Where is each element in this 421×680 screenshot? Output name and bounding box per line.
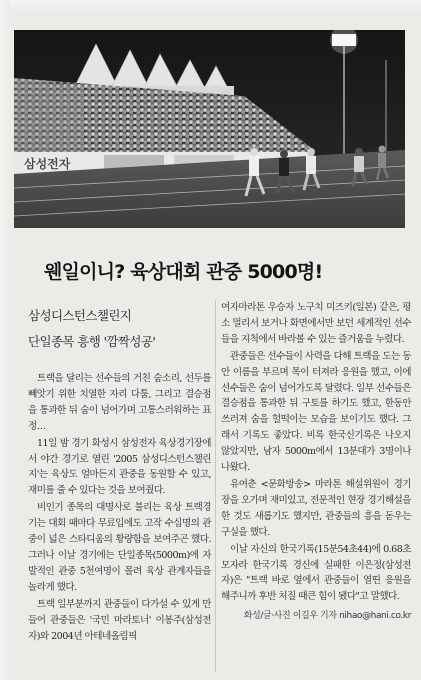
article-column-right <box>221 300 411 621</box>
article-body <box>28 371 211 644</box>
article-column-left <box>28 300 211 645</box>
paragraph: 이날 자신의 한국기록(15분54초44)에 0.68초 모자라 한국기록 경신에 실패한 이은정(삼성전자)은 "트랙 바로 옆에서 관중들이 열띤 응원을 해주니까 후반 처질 때큰 힘이 됐다"고 말했다. <box>221 543 411 603</box>
paragraph: 비인기 종목의 대명사로 불리는 육상 트랙경기는 대회 때마다 무료입에도 고작 수십명의 관중이 넓은 스타디움의 황량함을 보여주곤 했다. 그러나 이날 경기에는 단일종목(5000m)에 자발적인 관중 5천여명이 몰려 육상 관계자들을 놀라게 했다. <box>28 502 211 593</box>
subheadline: 삼성디스턴스챌린지 <box>28 308 132 323</box>
paragraph: 트랙 일부분까지 관중들이 다가설 수 있게 만들어 관중들은 '국민 마라토너' 이봉주(삼성전자)와 2004년 아테네올림픽 <box>28 598 211 642</box>
banner-text: 삼성전자 <box>24 157 71 171</box>
race-photo <box>14 30 405 228</box>
article-body <box>221 300 411 605</box>
column-divider <box>215 300 216 672</box>
scan-edge <box>0 0 10 680</box>
paragraph: 관중들은 선수들이 사력을 다해 트랙을 도는 동안 이름을 부르며 목이 터져라 응원을 했고, 이에 선수들은 숨이 넘어가도록 달렸다. 일부 선수들은 결승점을 통과한 뒤 구토를 하기도 했고, 한동안 쓰러져 숨을 헐떡이는 모습을 보이기도 했다. 그래서 기록도 좋았다. 비록 한국신기록은 나오지 않았지만, 남자 5000m에서 13분대가 3명이나 나왔다. <box>221 350 411 474</box>
subheadline: 단일종목 흥행 '깜짝성공' <box>28 334 156 349</box>
scan-edge <box>0 0 421 14</box>
paragraph: 11일 밤 경기 화성시 삼성전자 육상경기장에서 야간 경기로 열린 '2005 삼성디스턴스챌린지'는 육상도 얼마든지 관중을 동원할 수 있고, 재미를 줄 수 있다는 것을 보여줬다. <box>28 437 211 497</box>
paragraph: 유여춘 <문화방송> 마라톤 해설위원이 경기장을 오가며 재미있고, 전문적인 현장 경기해설을 한 것도 새롭기도 했지만, 관중들의 흥을 돋우는 구실을 했다. <box>221 478 411 538</box>
paragraph: 여자마라톤 우승자 노구치 미즈키(일본) 같은, 평소 멀리서 보거나 화면에서만 보던 세계적인 선수들을 지척에서 바라볼 수 있는 즐거움을 누렸다. <box>221 302 411 345</box>
headline: 웬일이니? 육상대회 관중 5000명! <box>44 261 323 283</box>
byline: 화성/글·사진 이길우 기자 nihao@hani.co.kr <box>243 611 411 622</box>
paragraph: 트랙을 달리는 선수들의 거친 숨소리, 선두를 빼앗기 위한 치열한 자리 다툼, 그리고 결승점을 통과한 뒤 숨이 넘어가며 고통스러워하는 표정… <box>28 373 211 432</box>
race-photo-image <box>14 30 405 228</box>
